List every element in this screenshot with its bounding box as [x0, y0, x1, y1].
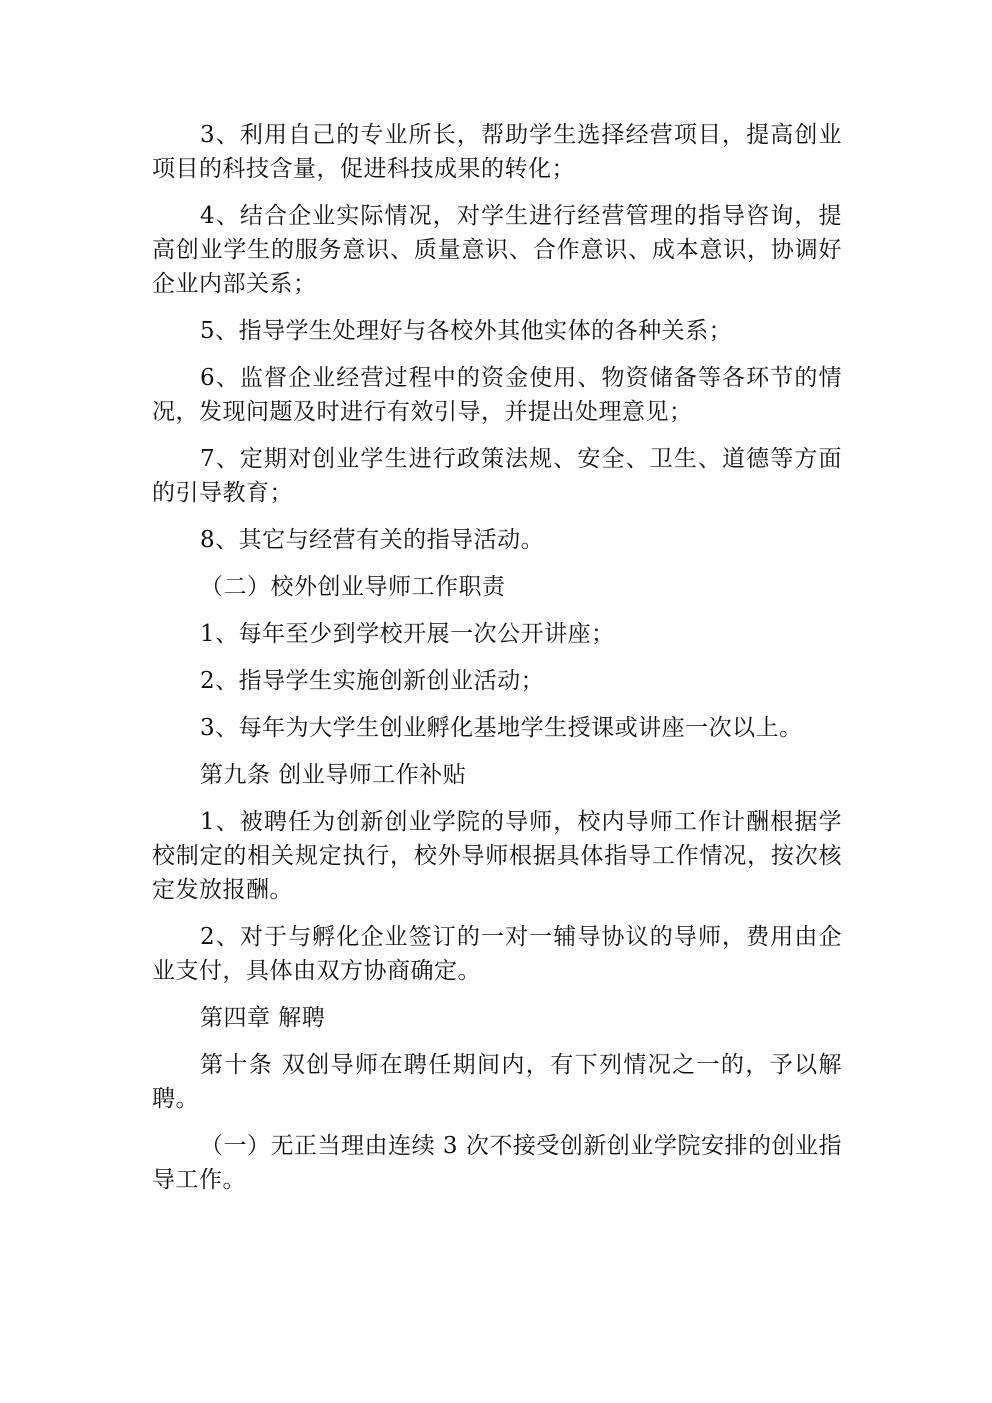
- paragraph-item-3-tech: 3、利用自己的专业所长，帮助学生选择经营项目，提高创业项目的科技含量，促进科技成果的转化；: [152, 122, 842, 182]
- paragraph-item-6-supervision: 6、监督企业经营过程中的资金使用、物资储备等各环节的情况，发现问题及时进行有效引导，并提出处理意见；: [152, 365, 842, 425]
- paragraph-item-8-other: 8、其它与经营有关的指导活动。: [200, 527, 545, 553]
- paragraph-item-4-management: 4、结合企业实际情况，对学生进行经营管理的指导咨询，提高创业学生的服务意识、质量意识、合作意识、成本意识，协调好企业内部关系；: [152, 203, 842, 297]
- paragraph-subsidy-2: 2、对于与孵化企业签订的一对一辅导协议的导师，费用由企业支付，具体由双方协商确定。: [152, 924, 842, 984]
- section-heading-external-mentor: （二）校外创业导师工作职责: [200, 574, 506, 600]
- paragraph-dismissal-1: （一）无正当理由连续 3 次不接受创新创业学院安排的创业指导工作。: [152, 1133, 842, 1193]
- paragraph-external-2-guidance: 2、指导学生实施创新创业活动；: [200, 668, 545, 694]
- paragraph-item-7-education: 7、定期对创业学生进行政策法规、安全、卫生、道德等方面的引导教育；: [152, 446, 842, 506]
- paragraph-external-3-teaching: 3、每年为大学生创业孵化基地学生授课或讲座一次以上。: [200, 715, 803, 741]
- paragraph-subsidy-1: 1、被聘任为创新创业学院的导师，校内导师工作计酬根据学校制定的相关规定执行，校外导师根据具体指导工作情况，按次核定发放报酬。: [152, 809, 842, 903]
- document-body: [152, 118, 842, 1210]
- paragraph-external-1-lecture: 1、每年至少到学校开展一次公开讲座；: [200, 621, 615, 647]
- article-10-dismissal: 第十条 双创导师在聘任期间内，有下列情况之一的，予以解聘。: [152, 1052, 842, 1112]
- article-9-heading: 第九条 创业导师工作补贴: [200, 762, 467, 788]
- paragraph-item-5-relations: 5、指导学生处理好与各校外其他实体的各种关系；: [200, 318, 733, 344]
- chapter-4-heading: 第四章 解聘: [200, 1005, 326, 1031]
